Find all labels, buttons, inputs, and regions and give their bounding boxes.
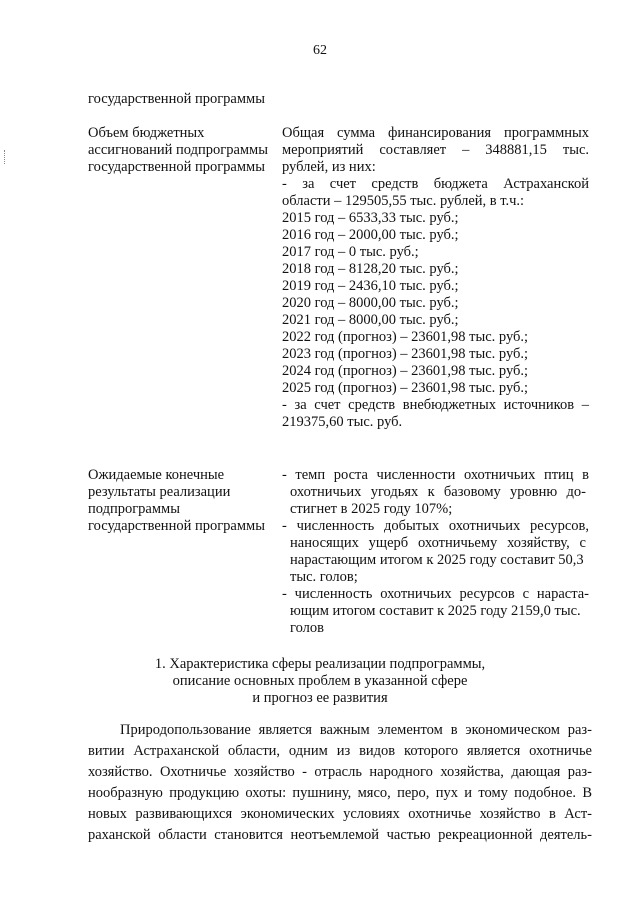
budget-year-line: 2024 год (прогноз) – 23601,98 тыс. руб.; (282, 363, 529, 379)
budget-year-line: 2022 год (прогноз) – 23601,98 тыс. руб.; (282, 329, 529, 345)
budget-value-line: - за счет средств внебюджетных источников – (282, 397, 589, 413)
budget-year-line: 2020 год – 8000,00 тыс. руб.; (282, 295, 459, 311)
budget-label-line: государственной программы (88, 159, 265, 175)
body-line: Природопользование является важным элементом в экономическом раз- (120, 722, 592, 738)
body-line: новых развивающихся экономических условиях охотничье хозяйство в Аст- (88, 806, 592, 822)
results-value-line: охотничьих угодьях к базовому уровню до- (290, 484, 586, 500)
budget-year-line: 2023 год (прогноз) – 23601,98 тыс. руб.; (282, 346, 529, 362)
continuation-label: государственной программы (88, 91, 265, 107)
budget-year-line: 2017 год – 0 тыс. руб.; (282, 244, 419, 260)
body-line: хозяйство. Охотничье хозяйство - отрасль народного хозяйства, дающая раз- (88, 764, 592, 780)
budget-year-line: 2025 год (прогноз) – 23601,98 тыс. руб.; (282, 380, 529, 396)
budget-value-line: 219375,60 тыс. руб. (282, 414, 403, 430)
section-heading-line: 1. Характеристика сферы реализации подпрограммы, (154, 656, 486, 672)
results-value-line: ющим итогом составит к 2025 году 2159,0 тыс. (290, 603, 581, 619)
section-heading-line: описание основных проблем в указанной сфере (172, 673, 468, 689)
results-label-line: результаты реализации (88, 484, 231, 500)
budget-label-line: Объем бюджетных (88, 125, 205, 141)
results-value-line: голов (290, 620, 324, 636)
results-label-line: государственной программы (88, 518, 265, 534)
body-line: витии Астраханской области, одним из видов которого является охотничье (88, 743, 592, 759)
results-value-line: - численность добытых охотничьих ресурсов, (282, 518, 589, 534)
body-line: нообразную продукцию охоты: пушнину, мясо, перо, пух и тому подобное. В (88, 785, 592, 801)
margin-mark (4, 150, 8, 164)
section-heading-line: и прогноз ее развития (252, 690, 388, 706)
results-label-line: Ожидаемые конечные (88, 467, 225, 483)
results-value-line: - темп роста численности охотничьих птиц в (282, 467, 589, 483)
results-value-line: - численность охотничьих ресурсов с нараста- (282, 586, 589, 602)
budget-year-line: 2019 год – 2436,10 тыс. руб.; (282, 278, 459, 294)
budget-label-line: ассигнований подпрограммы (88, 142, 268, 158)
results-label-line: подпрограммы (88, 501, 180, 517)
body-line: раханской области становится неотъемлемой частью рекреационной деятель- (88, 827, 592, 843)
results-value-line: стигнет в 2025 году 107%; (290, 501, 453, 517)
results-value-line: нарастающим итогом к 2025 году составит 50,3 (290, 552, 584, 568)
results-value-line: наносящих ущерб охотничьему хозяйству, с (290, 535, 586, 551)
budget-year-line: 2018 год – 8128,20 тыс. руб.; (282, 261, 459, 277)
budget-year-line: 2016 год – 2000,00 тыс. руб.; (282, 227, 459, 243)
budget-value-line: области – 129505,55 тыс. рублей, в т.ч.: (282, 193, 525, 209)
budget-value-line: рублей, из них: (282, 159, 376, 175)
budget-value-line: мероприятий составляет – 348881,15 тыс. (282, 142, 589, 158)
budget-year-line: 2021 год – 8000,00 тыс. руб.; (282, 312, 459, 328)
budget-year-line: 2015 год – 6533,33 тыс. руб.; (282, 210, 459, 226)
budget-value-line: Общая сумма финансирования программных (282, 125, 589, 141)
budget-value-line: - за счет средств бюджета Астраханской (282, 176, 589, 192)
page-number: 62 (313, 43, 327, 58)
results-value-line: тыс. голов; (290, 569, 358, 585)
